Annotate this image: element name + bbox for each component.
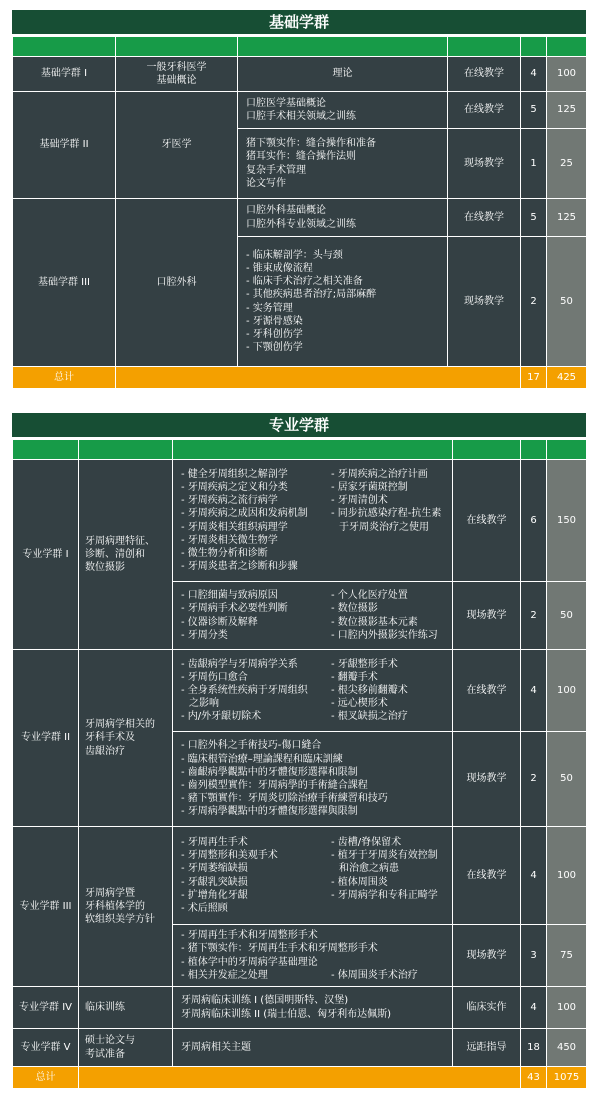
group-subject: 牙周病学相关的 牙科手术及 齿龈治疗 [79,650,173,827]
teaching-mode: 现场教学 [453,732,521,827]
group-name: 专业学群 V [13,1029,79,1067]
credits: 3 [521,925,547,987]
credits: 5 [521,92,547,129]
hours: 50 [547,582,587,650]
credits: 4 [521,987,547,1029]
credits: 1 [521,129,547,199]
topics: - 牙周再生手术 - 牙周整形和美观手术 - 牙周萎缩缺损 - 牙龈乳突缺损 - 扩增角化牙龈 - 术后照顾 - 齿槽/脊保留术 - 植牙于牙周炎有效控制 和治愈之病患 - 植体周围炎 - 牙周病学和专科正畸学 [173,827,453,925]
total-row [13,1067,587,1089]
teaching-mode: 在线教学 [448,199,521,237]
teaching-mode: 现场教学 [453,582,521,650]
credits: 2 [521,237,547,367]
hours: 125 [547,199,587,237]
hours: 100 [547,650,587,732]
hours: 50 [547,732,587,827]
teaching-mode: 现场教学 [448,129,521,199]
topics: 口腔外科基础概论 口腔外科专业领域之训练 [238,199,448,237]
group-subject: 牙周病学暨 牙科植体学的 软组织美学方针 [79,827,173,987]
group-name: 专业学群 III [13,827,79,987]
teaching-mode: 在线教学 [453,650,521,732]
section1-table [12,36,587,389]
topics: - 健全牙周组织之解剖学 - 牙周疾病之定义和分类 - 牙周疾病之流行病学 - 牙周疾病之成因和发病机制 - 牙周炎相关组织病理学 - 牙周炎相关微生物学 - 微生物分析和诊断 - 牙周炎患者之诊断和步骤 - 牙周疾病之治疗计画 - 居家牙菌斑控制 - 牙周清创术 - 同步抗感染疗程-抗生素 于牙周炎治疗之使用 [173,460,453,582]
credits: 4 [521,57,547,92]
total-hours: 1075 [547,1067,587,1089]
credits: 18 [521,1029,547,1067]
total-credits: 17 [521,367,547,389]
table-row [13,650,587,732]
teaching-mode: 现场教学 [448,237,521,367]
credits: 5 [521,199,547,237]
total-credits: 43 [521,1067,547,1089]
hours: 150 [547,460,587,582]
total-label: 总计 [13,367,116,389]
table-row [13,92,587,129]
group-name: 专业学群 I [13,460,79,650]
teaching-mode: 在线教学 [453,460,521,582]
credits: 6 [521,460,547,582]
section2-table [12,439,587,1089]
hours: 100 [547,57,587,92]
hours: 125 [547,92,587,129]
topics: 牙周病相关主题 [173,1029,453,1067]
hours: 50 [547,237,587,367]
topics: 理论 [238,57,448,92]
group-name: 基础学群 I [13,57,116,92]
teaching-mode: 临床实作 [453,987,521,1029]
section1-title: 基础学群 [12,10,586,34]
table-header-bar [13,37,587,57]
section2-title: 专业学群 [12,413,586,437]
credits: 2 [521,732,547,827]
group-subject: 牙医学 [116,92,238,199]
teaching-mode: 在线教学 [448,92,521,129]
group-subject: 牙周病理特征、 诊断、清创和 数位摄影 [79,460,173,650]
total-label: 总计 [13,1067,79,1089]
hours: 450 [547,1029,587,1067]
table-row [13,199,587,237]
teaching-mode: 在线教学 [448,57,521,92]
total-hours: 425 [547,367,587,389]
topics: - 口腔细菌与致病原因 - 牙周病手术必要性判断 - 仪器诊断及解释 - 牙周分类 - 个人化医疗处置 - 数位摄影 - 数位摄影基本元素 - 口腔内外摄影实作练习 [173,582,453,650]
teaching-mode: 现场教学 [453,925,521,987]
topics: - 齿龈病学与牙周病学关系 - 牙周伤口愈合 - 全身系统性疾病于牙周组织 之影响 - 内/外牙龈切除术 - 牙龈整形手术 - 翻瓣手术 - 根尖移前翻瓣术 - 远心楔形术 - 根叉缺损之治疗 [173,650,453,732]
topics: - 临床解剖学：头与颈 - 锥束成像流程 - 临床手术治疗之相关准备 - 其他疾病患者治疗;局部麻醉 - 实务管理 - 牙源骨感染 - 牙科创伤学 - 下颚创伤学 [238,237,448,367]
group-name: 基础学群 II [13,92,116,199]
group-subject: 硕士论文与 考试准备 [79,1029,173,1067]
table-row [13,827,587,925]
group-subject: 一般牙科医学 基础概论 [116,57,238,92]
table-row [13,987,587,1029]
hours: 100 [547,827,587,925]
group-subject: 临床训练 [79,987,173,1029]
teaching-mode: 远距指导 [453,1029,521,1067]
group-name: 基础学群 III [13,199,116,367]
group-subject: 口腔外科 [116,199,238,367]
credits: 4 [521,827,547,925]
group-name: 专业学群 IV [13,987,79,1029]
topics: 口腔医学基础概论 口腔手术相关领域之训练 [238,92,448,129]
hours: 100 [547,987,587,1029]
teaching-mode: 在线教学 [453,827,521,925]
total-row [13,367,587,389]
topics: 牙周病临床训练 I (德国明斯特、汉堡) 牙周病临床训练 II (瑞士伯恩、匈牙利布达佩斯) [173,987,453,1029]
table-row [13,57,587,92]
group-name: 专业学群 II [13,650,79,827]
hours: 75 [547,925,587,987]
topics: - 口腔外科之手術技巧-傷口縫合 - 臨床根管治療–理論課程和臨床訓練 - 齒齦病學觀點中的牙體復形選擇和限制 - 齒列模型實作：牙周病學的手術縫合課程 - 豬下顎實作：牙周炎切除治療手術練習和技巧 - 牙周病學觀點中的牙體復形選擇與限制 [173,732,453,827]
credits: 4 [521,650,547,732]
credits: 2 [521,582,547,650]
topics: 猪下颚实作：缝合操作和准备 猪耳实作：缝合操作法则 复杂手术管理 论文写作 [238,129,448,199]
table-header-bar [13,440,587,460]
topics: - 牙周再生手术和牙周整形手术 - 猪下颚实作：牙周再生手术和牙周整形手术 - 植体学中的牙周病学基础理论 - 相关并发症之处理 - 体周围炎手术治疗 [173,925,453,987]
table-row [13,1029,587,1067]
table-row [13,460,587,582]
hours: 25 [547,129,587,199]
